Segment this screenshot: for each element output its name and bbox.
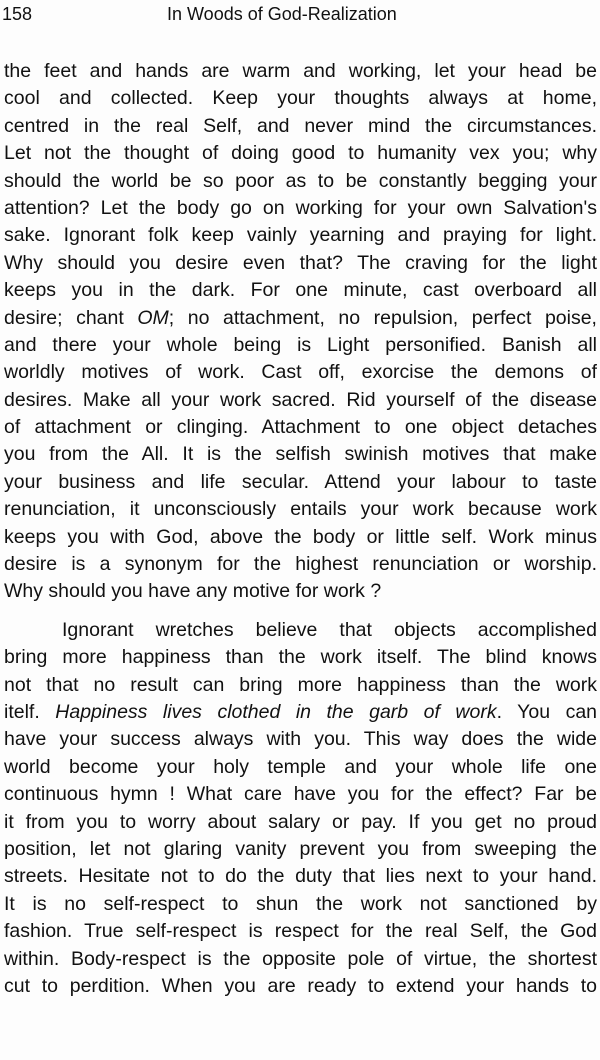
text-run: itelf. xyxy=(4,700,56,723)
text-run: desires. Make all your work sacred. Rid yourself of the disease xyxy=(4,388,597,411)
text-line xyxy=(4,414,597,441)
italic-text: OM xyxy=(137,306,169,329)
text-line xyxy=(4,222,597,249)
text-line xyxy=(4,891,597,918)
text-run: within. Body-respect is the opposite pole of virtue, the shortest xyxy=(4,947,597,970)
text-line xyxy=(4,726,597,753)
text-line xyxy=(4,781,597,808)
text-run: desire; chant xyxy=(4,306,138,329)
text-run: Ignorant wretches believe that objects accomplished xyxy=(62,618,597,641)
text-line xyxy=(4,496,597,523)
running-title: In Woods of God-Realization xyxy=(167,4,397,24)
text-run: continuous hymn ! What care have you for the effect? Far be xyxy=(4,783,597,806)
text-line xyxy=(4,644,597,671)
text-line xyxy=(4,754,597,781)
text-run: sake. Ignorant folk keep vainly yearning and praying for light. xyxy=(4,224,597,247)
body-text xyxy=(4,58,597,1000)
text-run: your business and life secular. Attend your labour to taste xyxy=(4,470,597,493)
paragraph xyxy=(4,617,597,1000)
text-run: and there your whole being is Light personified. Banish all xyxy=(4,333,597,356)
text-run: ; no attachment, no repulsion, perfect poise, xyxy=(168,306,597,329)
text-line xyxy=(4,305,597,332)
text-run: keeps you in the dark. For one minute, cast overboard all xyxy=(4,279,597,302)
italic-text: Happiness lives clothed in the garb of work xyxy=(55,700,497,723)
text-line xyxy=(4,809,597,836)
text-line xyxy=(4,250,597,277)
text-run: Why should you desire even that? The craving for the light xyxy=(4,251,597,274)
text-line xyxy=(4,387,597,414)
text-line xyxy=(4,551,597,578)
text-line xyxy=(4,524,597,551)
text-line xyxy=(4,863,597,890)
text-run: not that no result can bring more happiness than the work xyxy=(4,673,597,696)
text-run: the feet and hands are warm and working, let your head be xyxy=(4,60,597,82)
text-line xyxy=(4,168,597,195)
text-line xyxy=(4,469,597,496)
text-run: centred in the real Self, and never mind the circumstances. xyxy=(4,114,597,137)
text-line xyxy=(4,85,597,112)
text-line xyxy=(4,277,597,304)
text-line xyxy=(4,946,597,973)
text-line xyxy=(4,617,597,644)
text-run: desire is a synonym for the highest renunciation or worship. xyxy=(4,553,597,576)
text-line xyxy=(4,332,597,359)
text-run: cut to perdition. When you are ready to extend your hands to xyxy=(4,974,597,997)
text-run: of attachment or clinging. Attachment to one object detaches xyxy=(4,416,597,439)
text-line xyxy=(4,113,597,140)
text-run: world become your holy temple and your whole life one xyxy=(4,755,597,778)
text-line xyxy=(4,973,597,1000)
text-line xyxy=(4,359,597,386)
text-line xyxy=(4,140,597,167)
text-run: position, let not glaring vanity prevent you from sweeping the xyxy=(4,837,597,860)
page-header xyxy=(2,2,596,26)
text-run: bring more happiness than the work itself. The blind knows xyxy=(4,646,597,669)
text-run: Let not the thought of doing good to humanity vex you; why xyxy=(4,142,597,165)
text-run: attention? Let the body go on working for your own Salvation's xyxy=(4,196,597,219)
text-line xyxy=(4,441,597,468)
text-run: cool and collected. Keep your thoughts always at home, xyxy=(4,87,597,110)
text-run: worldly motives of work. Cast off, exorcise the demons of xyxy=(4,361,597,384)
text-run: . You can xyxy=(496,700,597,723)
text-line xyxy=(4,836,597,863)
text-line xyxy=(4,578,597,605)
text-run: streets. Hesitate not to do the duty that lies next to your hand. xyxy=(4,865,597,888)
text-line xyxy=(4,58,597,85)
text-run: you from the All. It is the selfish swinish motives that make xyxy=(4,443,597,466)
text-line xyxy=(4,672,597,699)
text-line xyxy=(4,699,597,726)
text-run: fashion. True self-respect is respect for the real Self, the God xyxy=(4,920,597,943)
paragraph xyxy=(4,58,597,606)
text-run: It is no self-respect to shun the work not sanctioned by xyxy=(4,892,597,915)
text-run: should the world be so poor as to be constantly begging your xyxy=(4,169,597,192)
text-run: have your success always with you. This way does the wide xyxy=(4,728,597,751)
page-number: 158 xyxy=(2,4,33,24)
text-run: keeps you with God, above the body or little self. Work minus xyxy=(4,525,597,548)
text-run: renunciation, it unconsciously entails your work because work xyxy=(4,498,597,521)
text-run: Why should you have any motive for work ? xyxy=(4,580,382,603)
text-line xyxy=(4,195,597,222)
text-run: it from you to worry about salary or pay. If you get no proud xyxy=(4,810,597,833)
text-line xyxy=(4,918,597,945)
